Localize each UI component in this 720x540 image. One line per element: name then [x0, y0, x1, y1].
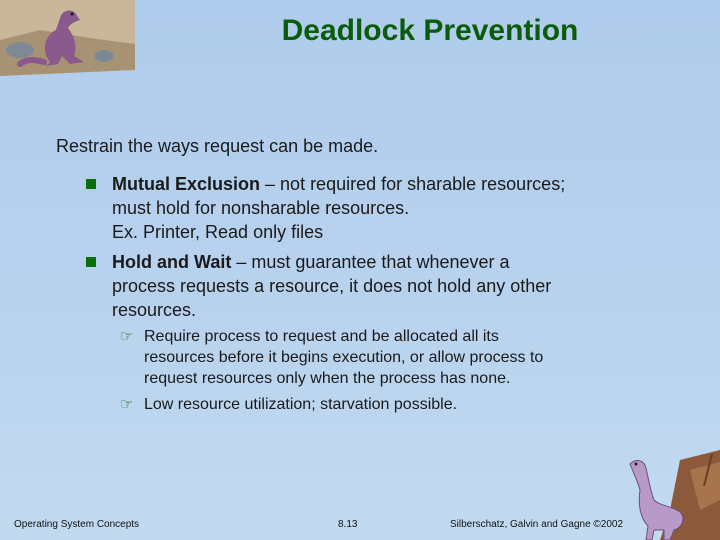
square-bullet-icon: [86, 257, 96, 267]
subbullet-line: Require process to request and be allocated all its: [144, 328, 499, 345]
bullet-mutual-exclusion: [84, 172, 644, 244]
bullet-line: resources.: [112, 300, 197, 320]
bullet-hold-and-wait: [84, 250, 644, 322]
dinosaur-illustration-top-left: [0, 0, 135, 76]
subbullet-low-utilization: [120, 394, 620, 415]
footer-copyright: Silberschatz, Galvin and Gagne ©2002: [450, 519, 624, 530]
bullet-line: must hold for nonsharable resources.: [112, 198, 410, 218]
bullet-term: Mutual Exclusion: [112, 174, 261, 194]
subbullet-line: resources before it begins execution, or allow process to: [144, 349, 544, 366]
pointing-hand-icon: ☞: [120, 396, 134, 413]
intro-text: Restrain the ways request can be made.: [56, 136, 379, 156]
subbullet-line: Low resource utilization; starvation possible.: [144, 396, 458, 413]
bullet-term: Hold and Wait: [112, 252, 232, 272]
bullet-text: – must guarantee that whenever a: [231, 252, 510, 272]
bullet-line: Ex. Printer, Read only files: [112, 222, 324, 242]
dinosaur-illustration-bottom-right: [620, 450, 720, 540]
subbullet-line: request resources only when the process has none.: [144, 370, 511, 387]
bullet-first-line: [112, 172, 644, 196]
subbullet-require-process: [120, 326, 620, 389]
footer-slide-number: 8.13: [338, 519, 358, 530]
footer-book-title: Operating System Concepts: [14, 519, 140, 530]
bullet-list: [84, 172, 644, 328]
bullet-text: – not required for sharable resources;: [260, 174, 566, 194]
pointing-hand-icon: ☞: [120, 328, 134, 345]
slide-title: Deadlock Prevention: [281, 14, 579, 47]
square-bullet-icon: [86, 179, 96, 189]
bullet-first-line: [112, 250, 644, 274]
subbullet-list: [120, 326, 620, 420]
bullet-line: process requests a resource, it does not hold any other: [112, 276, 552, 296]
